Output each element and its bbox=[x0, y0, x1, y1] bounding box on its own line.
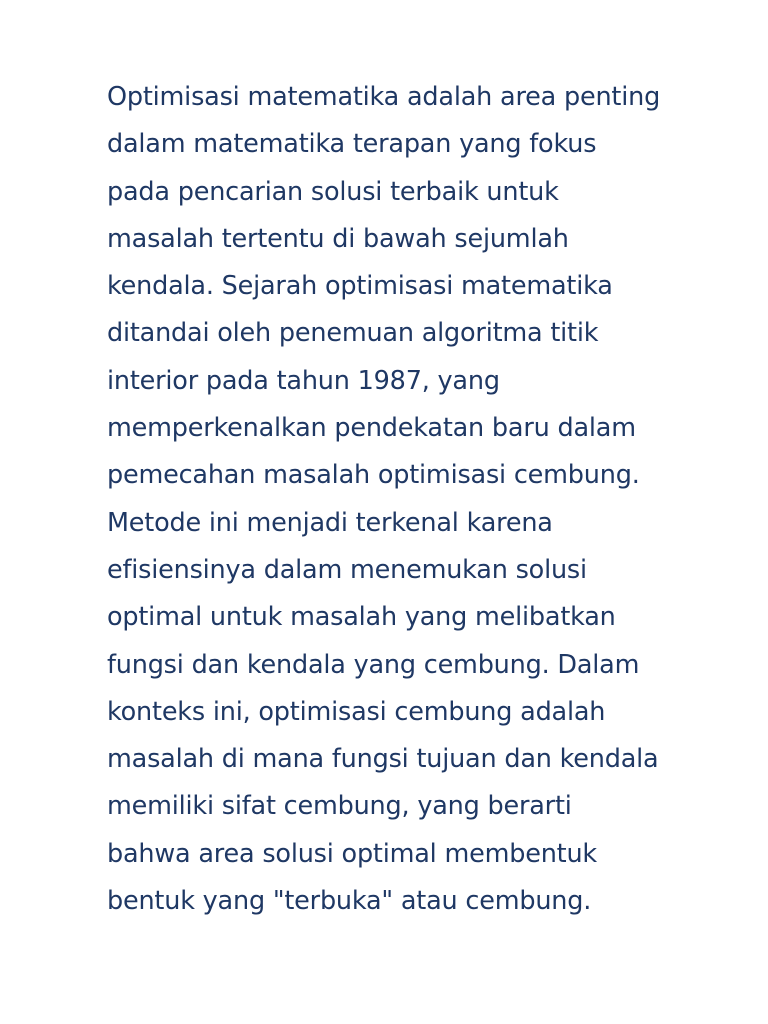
paragraph-line: fungsi dan kendala yang cembung. Dalam bbox=[107, 649, 640, 680]
paragraph-line: kendala. Sejarah optimisasi matematika bbox=[107, 271, 613, 302]
paragraph-line: efisiensinya dalam menemukan solusi bbox=[107, 554, 587, 585]
paragraph-line: bentuk yang "terbuka" atau cembung. bbox=[107, 886, 592, 917]
paragraph-line: ditandai oleh penemuan algoritma titik bbox=[107, 318, 599, 349]
paragraph-line: konteks ini, optimisasi cembung adalah bbox=[107, 696, 606, 727]
body-paragraph bbox=[107, 74, 727, 925]
paragraph-line: pada pencarian solusi terbaik untuk bbox=[107, 176, 559, 207]
paragraph-line: memiliki sifat cembung, yang berarti bbox=[107, 791, 572, 822]
paragraph-line: dalam matematika terapan yang fokus bbox=[107, 129, 597, 160]
paragraph-line: optimal untuk masalah yang melibatkan bbox=[107, 602, 616, 633]
paragraph-line: memperkenalkan pendekatan baru dalam bbox=[107, 413, 636, 444]
paragraph-line: pemecahan masalah optimisasi cembung. bbox=[107, 460, 640, 491]
paragraph-line: Metode ini menjadi terkenal karena bbox=[107, 507, 553, 538]
paragraph-line: Optimisasi matematika adalah area penting bbox=[107, 82, 661, 112]
paragraph-line: masalah tertentu di bawah sejumlah bbox=[107, 223, 569, 254]
paragraph-line: bahwa area solusi optimal membentuk bbox=[107, 838, 598, 869]
paragraph-line: interior pada tahun 1987, yang bbox=[107, 365, 500, 396]
paragraph-line: masalah di mana fungsi tujuan dan kendala bbox=[107, 744, 659, 775]
